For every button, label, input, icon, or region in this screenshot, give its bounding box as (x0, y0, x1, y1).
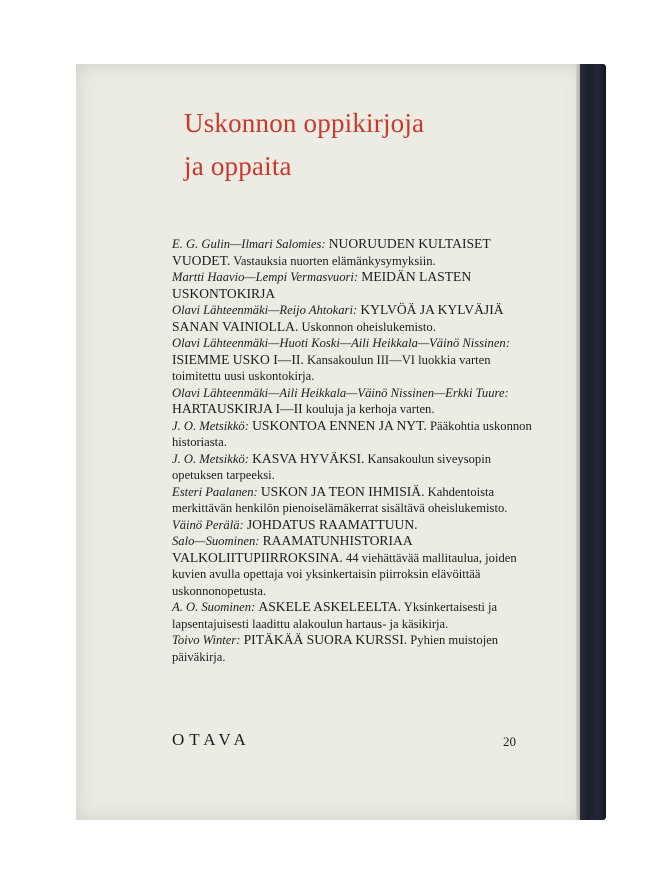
book-entry (172, 302, 532, 335)
book-entry (172, 418, 532, 451)
entry-description: Vastauksia nuorten elämänkysymyksiin. (233, 253, 436, 268)
cover-title-line-1: Uskonnon oppikirjoja (184, 108, 425, 138)
cover-panel (76, 64, 584, 820)
book-spine (580, 64, 606, 820)
catalog-number: 20 (503, 734, 516, 749)
entry-author: Olavi Lähteenmäki—Aili Heikkala—Väinö Nissinen—Erkki Tuure: (172, 385, 509, 400)
entry-author: Esteri Paalanen: (172, 484, 258, 499)
entry-description: Kansakoulun III—VI luokkia varten toimitettu uusi uskontokirja. (172, 352, 491, 383)
cover-title (184, 102, 424, 188)
entry-work-title: USKONTOA ENNEN JA NYT. (252, 417, 427, 433)
entry-description: Kahdentoista merkittävän henkilön pienoiselämäkerrat sisältävä oheislukemisto. (172, 484, 508, 515)
book-entry (172, 335, 532, 385)
entry-work-title: HARTAUSKIRJA I—II (172, 401, 303, 416)
book-entry (172, 517, 532, 534)
entry-description: 44 viehättävää mallitaulua, joiden kuvien avulla opettaja voi yksinkertaisin piirroksin elävöittää uskonnonopetusta. (172, 550, 517, 598)
entry-author: E. G. Gulin—Ilmari Salomies: (172, 237, 326, 251)
entry-work-title: USKON JA TEON IHMISIÄ. (260, 483, 425, 499)
entry-work-title: ASKELE ASKELEELTA. (258, 599, 402, 614)
book-entry (172, 632, 532, 665)
entry-work-title: JOHDATUS RAAMATTUUN. (246, 516, 418, 532)
book-list (172, 236, 532, 665)
entry-work-title: PITÄKÄÄ SUORA KURSSI. (243, 632, 408, 647)
entry-author: Salo—Suominen: (172, 534, 260, 548)
book-entry (172, 269, 532, 302)
entry-author: Martti Haavio—Lempi Vermasvuori: (172, 270, 359, 284)
entry-work-title: MEIDÄN LASTEN USKONTOKIRJA (172, 269, 472, 301)
book-entry (172, 484, 532, 517)
entry-author: J. O. Metsikkö: (172, 451, 249, 466)
entry-description: Uskonnon oheislukemisto. (301, 319, 436, 334)
entry-description: Kansakoulun siveysopin opetuksen tarpeeksi. (172, 451, 492, 482)
entry-work-title: ISIEMME USKO I—II. (172, 351, 304, 367)
entry-author: Olavi Lähteenmäki—Reijo Ahtokari: (172, 303, 358, 317)
cover-title-line-2: ja oppaita (184, 151, 292, 181)
entry-work-title: KASVA HYVÄKSI. (252, 450, 365, 466)
entry-description: Yksinkertaisesti ja lapsentajuisesti laadittu alakoulun hartaus- ja käsikirja. (172, 600, 498, 631)
entry-author: A. O. Suominen: (172, 600, 256, 614)
entry-author: J. O. Metsikkö: (172, 418, 249, 433)
entry-work-title: NUORUUDEN KULTAISET VUODET. (172, 236, 491, 268)
book-entry (172, 599, 532, 632)
entry-author: Olavi Lähteenmäki—Huoti Koski—Aili Heikkala—Väinö Nissinen: (172, 336, 510, 350)
book-entry (172, 451, 532, 484)
entry-description: Pääkohtia uskonnon historiasta. (172, 418, 532, 449)
entry-author: Toivo Winter: (172, 633, 241, 647)
entry-author: Väinö Perälä: (172, 517, 244, 532)
entry-work-title: KYLVÖÄ JA KYLVÄJIÄ SANAN VAINIOLLA. (172, 302, 504, 334)
book-back-cover (76, 64, 606, 820)
entry-work-title: RAAMATUNHISTORIAA VALKOLIITUPIIRROKSINA. (172, 533, 412, 565)
entry-description: kouluja ja kerhoja varten. (305, 402, 435, 416)
book-entry (172, 533, 532, 599)
book-entry (172, 236, 532, 269)
publisher-name: OTAVA (172, 730, 251, 749)
entry-description: Pyhien muistojen päiväkirja. (172, 633, 499, 664)
book-entry (172, 385, 532, 418)
